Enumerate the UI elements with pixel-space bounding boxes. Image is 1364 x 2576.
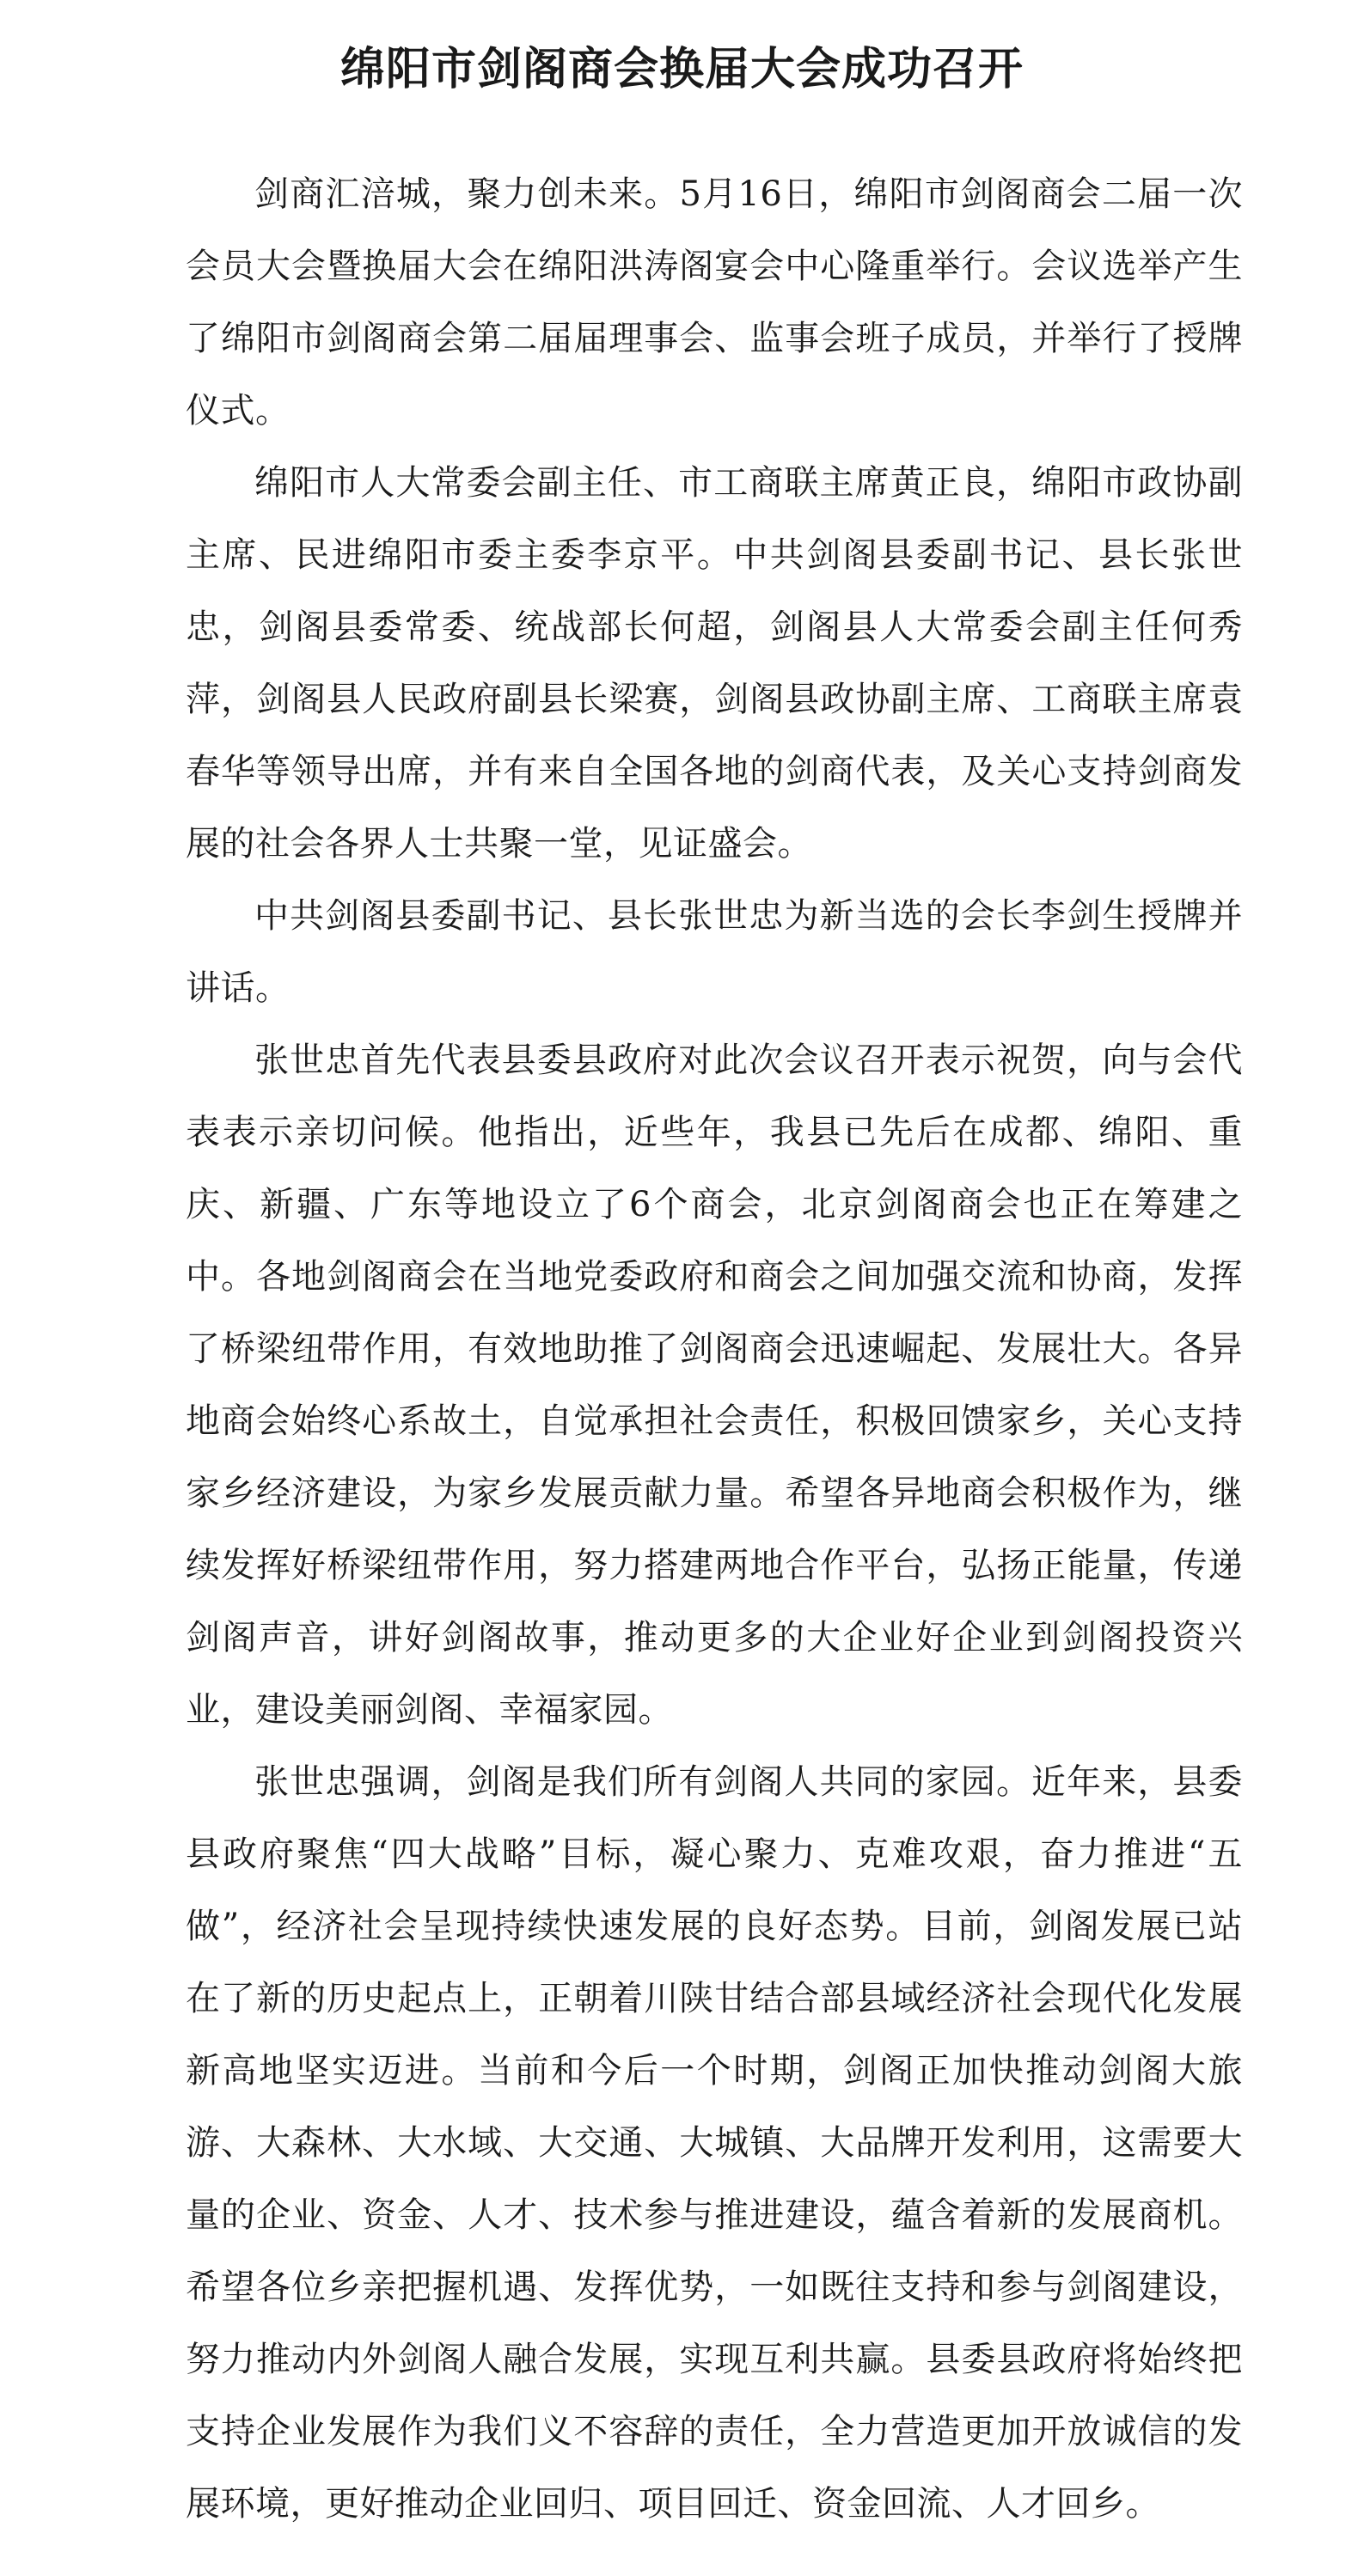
paragraph-3: 中共剑阁县委副书记、县长张世忠为新当选的会长李剑生授牌并讲话。 (186, 896, 1243, 1008)
document-title: 绵阳市剑阁商会换届大会成功召开 (339, 42, 1024, 95)
article-body (186, 158, 1243, 2540)
paragraph-2: 绵阳市人大常委会副主任、市工商联主席黄正良，绵阳市政协副主席、民进绵阳市委主委李京平。中共剑阁县委副书记、县长张世忠，剑阁县委常委、统战部长何超，剑阁县人大常委会副主任何秀萍，剑阁县人民政府副县长梁赛，剑阁县政协副主席、工商联主席袁春华等领导出席，并有来自全国各地的剑商代表，及关心支持剑商发展的社会各界人士共聚一堂，见证盛会。 (186, 463, 1243, 864)
paragraph-1: 剑商汇涪城，聚力创未来。5月16日，绵阳市剑阁商会二届一次会员大会暨换届大会在绵阳洪涛阁宴会中心隆重举行。会议选举产生了绵阳市剑阁商会第二届届理事会、监事会班子成员，并举行了授牌仪式。 (186, 174, 1243, 430)
paragraph-5: 张世忠强调，剑阁是我们所有剑阁人共同的家园。近年来，县委县政府聚焦“四大战略”目标，凝心聚力、克难攻艰，奋力推进“五做”，经济社会呈现持续快速发展的良好态势。目前，剑阁发展已站在了新的历史起点上，正朝着川陕甘结合部县域经济社会现代化发展新高地坚实迈进。当前和今后一个时期，剑阁正加快推动剑阁大旅游、大森林、大水域、大交通、大城镇、大品牌开发利用，这需要大量的企业、资金、人才、技术参与推进建设，蕴含着新的发展商机。希望各位乡亲把握机遇、发挥优势，一如既往支持和参与剑阁建设，努力推动内外剑阁人融合发展，实现互利共赢。县委县政府将始终把支持企业发展作为我们义不容辞的责任，全力营造更加开放诚信的发展环境，更好推动企业回归、项目回迁、资金回流、人才回乡。 (186, 1762, 1243, 2524)
paragraph-4: 张世忠首先代表县委县政府对此次会议召开表示祝贺，向与会代表表示亲切问候。他指出，近些年，我县已先后在成都、绵阳、重庆、新疆、广东等地设立了6个商会，北京剑阁商会也正在筹建之中。各地剑阁商会在当地党委政府和商会之间加强交流和协商，发挥了桥梁纽带作用，有效地助推了剑阁商会迅速崛起、发展壮大。各异地商会始终心系故土，自觉承担社会责任，积极回馈家乡，关心支持家乡经济建设，为家乡发展贡献力量。希望各异地商会积极作为，继续发挥好桥梁纽带作用，努力搭建两地合作平台，弘扬正能量，传递剑阁声音，讲好剑阁故事，推动更多的大企业好企业到剑阁投资兴业，建设美丽剑阁、幸福家园。 (186, 1041, 1243, 1730)
